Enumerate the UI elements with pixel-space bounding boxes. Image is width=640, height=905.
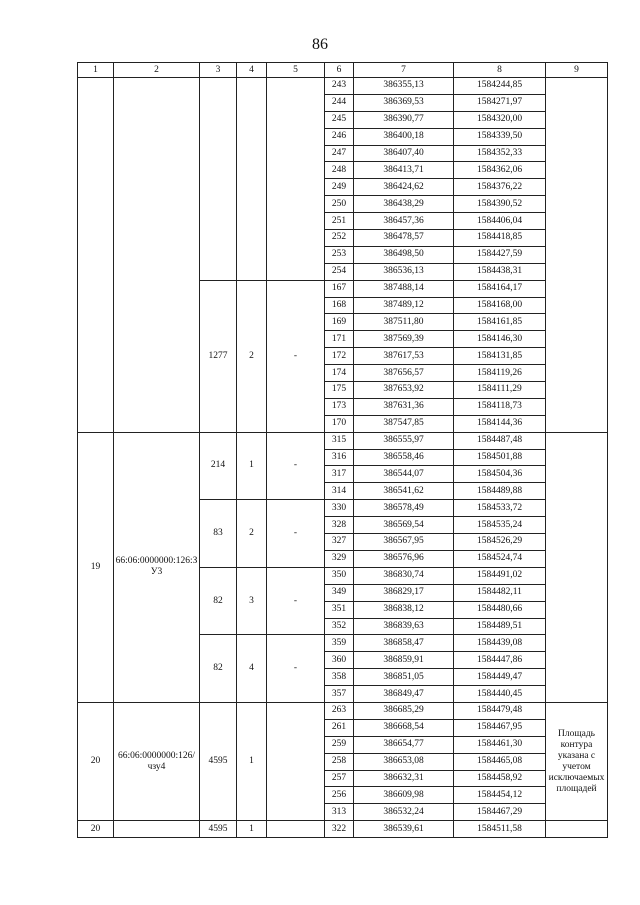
point-number-cell: 322	[325, 821, 354, 838]
x-coordinate-cell: 386555,97	[354, 432, 454, 449]
page-number: 86	[312, 36, 328, 53]
point-number-cell: 349	[325, 584, 354, 601]
y-coordinate-cell: 1584118,73	[454, 398, 546, 415]
y-coordinate-cell: 1584144,36	[454, 415, 546, 432]
cadastral-number-cell	[114, 78, 200, 433]
point-number-cell: 250	[325, 196, 354, 213]
column-5-cell: -	[267, 432, 325, 500]
y-coordinate-cell: 1584504,36	[454, 466, 546, 483]
y-coordinate-cell: 1584352,33	[454, 145, 546, 162]
row-number-cell	[78, 78, 114, 433]
y-coordinate-cell: 1584501,88	[454, 449, 546, 466]
x-coordinate-cell: 386569,54	[354, 517, 454, 534]
y-coordinate-cell: 1584491,02	[454, 567, 546, 584]
contour-number-cell: 4	[237, 635, 267, 703]
x-coordinate-cell: 386838,12	[354, 601, 454, 618]
contour-number-cell: 1	[237, 702, 267, 820]
y-coordinate-cell: 1584458,92	[454, 770, 546, 787]
column-5-cell	[267, 78, 325, 281]
x-coordinate-cell: 386532,24	[354, 804, 454, 821]
point-number-cell: 313	[325, 804, 354, 821]
x-coordinate-cell: 387511,80	[354, 314, 454, 331]
point-number-cell: 244	[325, 94, 354, 111]
table-row	[78, 702, 608, 719]
point-number-cell: 350	[325, 567, 354, 584]
point-number-cell: 170	[325, 415, 354, 432]
table-row	[78, 821, 608, 838]
column-header-6: 6	[325, 63, 354, 78]
column-header-3: 3	[200, 63, 237, 78]
x-coordinate-cell: 386407,40	[354, 145, 454, 162]
y-coordinate-cell: 1584480,66	[454, 601, 546, 618]
cadastral-number-cell: 66:06:0000000:126:ЗУ3	[114, 432, 200, 702]
point-number-cell: 249	[325, 179, 354, 196]
cadastral-number-cell: 66:06:0000000:126/чзу4	[114, 702, 200, 820]
y-coordinate-cell: 1584465,08	[454, 753, 546, 770]
x-coordinate-cell: 386558,46	[354, 449, 454, 466]
area-cell: 214	[200, 432, 237, 500]
y-coordinate-cell: 1584440,45	[454, 686, 546, 703]
point-number-cell: 253	[325, 246, 354, 263]
y-coordinate-cell: 1584362,06	[454, 162, 546, 179]
point-number-cell: 315	[325, 432, 354, 449]
point-number-cell: 314	[325, 483, 354, 500]
point-number-cell: 259	[325, 736, 354, 753]
x-coordinate-cell: 386438,29	[354, 196, 454, 213]
point-number-cell: 317	[325, 466, 354, 483]
header-row	[78, 63, 608, 78]
y-coordinate-cell: 1584244,85	[454, 78, 546, 95]
x-coordinate-cell: 387547,85	[354, 415, 454, 432]
note-cell	[546, 432, 608, 702]
point-number-cell: 261	[325, 719, 354, 736]
y-coordinate-cell: 1584376,22	[454, 179, 546, 196]
point-number-cell: 256	[325, 787, 354, 804]
x-coordinate-cell: 387569,39	[354, 331, 454, 348]
x-coordinate-cell: 386576,96	[354, 550, 454, 567]
x-coordinate-cell: 386829,17	[354, 584, 454, 601]
x-coordinate-cell: 386457,36	[354, 213, 454, 230]
note-cell: Площадь контура указана с учетом исключаемых площадей	[546, 702, 608, 820]
x-coordinate-cell: 386413,71	[354, 162, 454, 179]
column-5-cell: -	[267, 567, 325, 635]
point-number-cell: 329	[325, 550, 354, 567]
point-number-cell: 358	[325, 669, 354, 686]
y-coordinate-cell: 1584418,85	[454, 230, 546, 247]
area-cell: 4595	[200, 821, 237, 838]
point-number-cell: 327	[325, 534, 354, 551]
table-row	[78, 78, 608, 95]
x-coordinate-cell: 386653,08	[354, 753, 454, 770]
x-coordinate-cell: 386851,05	[354, 669, 454, 686]
column-header-4: 4	[237, 63, 267, 78]
column-header-2: 2	[114, 63, 200, 78]
contour-number-cell: 1	[237, 432, 267, 500]
contour-number-cell: 2	[237, 500, 267, 568]
column-header-5: 5	[267, 63, 325, 78]
x-coordinate-cell: 386544,07	[354, 466, 454, 483]
row-number-cell: 20	[78, 821, 114, 838]
x-coordinate-cell: 386609,98	[354, 787, 454, 804]
row-number-cell: 20	[78, 702, 114, 820]
point-number-cell: 360	[325, 652, 354, 669]
y-coordinate-cell: 1584535,24	[454, 517, 546, 534]
area-cell: 82	[200, 567, 237, 635]
point-number-cell: 169	[325, 314, 354, 331]
note-cell	[546, 78, 608, 433]
point-number-cell: 171	[325, 331, 354, 348]
point-number-cell: 247	[325, 145, 354, 162]
point-number-cell: 167	[325, 280, 354, 297]
x-coordinate-cell: 386668,54	[354, 719, 454, 736]
x-coordinate-cell: 387489,12	[354, 297, 454, 314]
y-coordinate-cell: 1584164,17	[454, 280, 546, 297]
area-cell: 4595	[200, 702, 237, 820]
point-number-cell: 248	[325, 162, 354, 179]
x-coordinate-cell: 386830,74	[354, 567, 454, 584]
y-coordinate-cell: 1584131,85	[454, 348, 546, 365]
y-coordinate-cell: 1584161,85	[454, 314, 546, 331]
y-coordinate-cell: 1584524,74	[454, 550, 546, 567]
column-5-cell: -	[267, 500, 325, 568]
y-coordinate-cell: 1584454,12	[454, 787, 546, 804]
x-coordinate-cell: 386685,29	[354, 702, 454, 719]
point-number-cell: 352	[325, 618, 354, 635]
point-number-cell: 252	[325, 230, 354, 247]
point-number-cell: 243	[325, 78, 354, 95]
column-header-9: 9	[546, 63, 608, 78]
column-header-1: 1	[78, 63, 114, 78]
area-cell: 82	[200, 635, 237, 703]
y-coordinate-cell: 1584447,86	[454, 652, 546, 669]
x-coordinate-cell: 386539,61	[354, 821, 454, 838]
column-header-7: 7	[354, 63, 454, 78]
column-5-cell	[267, 821, 325, 838]
x-coordinate-cell: 387617,53	[354, 348, 454, 365]
point-number-cell: 175	[325, 382, 354, 399]
contour-number-cell: 1	[237, 821, 267, 838]
x-coordinate-cell: 386536,13	[354, 263, 454, 280]
y-coordinate-cell: 1584438,31	[454, 263, 546, 280]
contour-number-cell: 2	[237, 280, 267, 432]
column-5-cell: -	[267, 635, 325, 703]
y-coordinate-cell: 1584111,29	[454, 382, 546, 399]
x-coordinate-cell: 386578,49	[354, 500, 454, 517]
point-number-cell: 258	[325, 753, 354, 770]
x-coordinate-cell: 386541,62	[354, 483, 454, 500]
x-coordinate-cell: 387653,92	[354, 382, 454, 399]
y-coordinate-cell: 1584406,04	[454, 213, 546, 230]
area-cell: 1277	[200, 280, 237, 432]
y-coordinate-cell: 1584526,29	[454, 534, 546, 551]
x-coordinate-cell: 386478,57	[354, 230, 454, 247]
contour-number-cell: 3	[237, 567, 267, 635]
y-coordinate-cell: 1584489,88	[454, 483, 546, 500]
contour-number-cell	[237, 78, 267, 281]
cadastral-number-cell	[114, 821, 200, 838]
point-number-cell: 254	[325, 263, 354, 280]
x-coordinate-cell: 387488,14	[354, 280, 454, 297]
y-coordinate-cell: 1584449,47	[454, 669, 546, 686]
point-number-cell: 245	[325, 111, 354, 128]
y-coordinate-cell: 1584482,11	[454, 584, 546, 601]
y-coordinate-cell: 1584119,26	[454, 365, 546, 382]
x-coordinate-cell: 386400,18	[354, 128, 454, 145]
point-number-cell: 328	[325, 517, 354, 534]
y-coordinate-cell: 1584168,00	[454, 297, 546, 314]
point-number-cell: 359	[325, 635, 354, 652]
y-coordinate-cell: 1584146,30	[454, 331, 546, 348]
x-coordinate-cell: 386498,50	[354, 246, 454, 263]
y-coordinate-cell: 1584487,48	[454, 432, 546, 449]
y-coordinate-cell: 1584320,00	[454, 111, 546, 128]
y-coordinate-cell: 1584467,95	[454, 719, 546, 736]
point-number-cell: 251	[325, 213, 354, 230]
x-coordinate-cell: 387631,36	[354, 398, 454, 415]
point-number-cell: 357	[325, 686, 354, 703]
table-row	[78, 432, 608, 449]
point-number-cell: 246	[325, 128, 354, 145]
y-coordinate-cell: 1584439,08	[454, 635, 546, 652]
x-coordinate-cell: 386567,95	[354, 534, 454, 551]
x-coordinate-cell: 386654,77	[354, 736, 454, 753]
x-coordinate-cell: 386390,77	[354, 111, 454, 128]
y-coordinate-cell: 1584533,72	[454, 500, 546, 517]
y-coordinate-cell: 1584339,50	[454, 128, 546, 145]
y-coordinate-cell: 1584489,51	[454, 618, 546, 635]
point-number-cell: 257	[325, 770, 354, 787]
y-coordinate-cell: 1584271,97	[454, 94, 546, 111]
point-number-cell: 173	[325, 398, 354, 415]
x-coordinate-cell: 387656,57	[354, 365, 454, 382]
column-5-cell: -	[267, 280, 325, 432]
point-number-cell: 174	[325, 365, 354, 382]
x-coordinate-cell: 386858,47	[354, 635, 454, 652]
x-coordinate-cell: 386849,47	[354, 686, 454, 703]
column-header-8: 8	[454, 63, 546, 78]
point-number-cell: 168	[325, 297, 354, 314]
x-coordinate-cell: 386355,13	[354, 78, 454, 95]
point-number-cell: 351	[325, 601, 354, 618]
y-coordinate-cell: 1584479,48	[454, 702, 546, 719]
area-cell	[200, 78, 237, 281]
y-coordinate-cell: 1584461,30	[454, 736, 546, 753]
y-coordinate-cell: 1584427,59	[454, 246, 546, 263]
note-cell	[546, 821, 608, 838]
y-coordinate-cell: 1584511,58	[454, 821, 546, 838]
point-number-cell: 172	[325, 348, 354, 365]
area-cell: 83	[200, 500, 237, 568]
x-coordinate-cell: 386632,31	[354, 770, 454, 787]
point-number-cell: 316	[325, 449, 354, 466]
x-coordinate-cell: 386369,53	[354, 94, 454, 111]
column-5-cell	[267, 702, 325, 820]
y-coordinate-cell: 1584390,52	[454, 196, 546, 213]
y-coordinate-cell: 1584467,29	[454, 804, 546, 821]
row-number-cell: 19	[78, 432, 114, 702]
point-number-cell: 263	[325, 702, 354, 719]
x-coordinate-cell: 386859,91	[354, 652, 454, 669]
x-coordinate-cell: 386839,63	[354, 618, 454, 635]
x-coordinate-cell: 386424,62	[354, 179, 454, 196]
coordinates-table	[77, 62, 608, 838]
table-body	[78, 63, 608, 838]
point-number-cell: 330	[325, 500, 354, 517]
